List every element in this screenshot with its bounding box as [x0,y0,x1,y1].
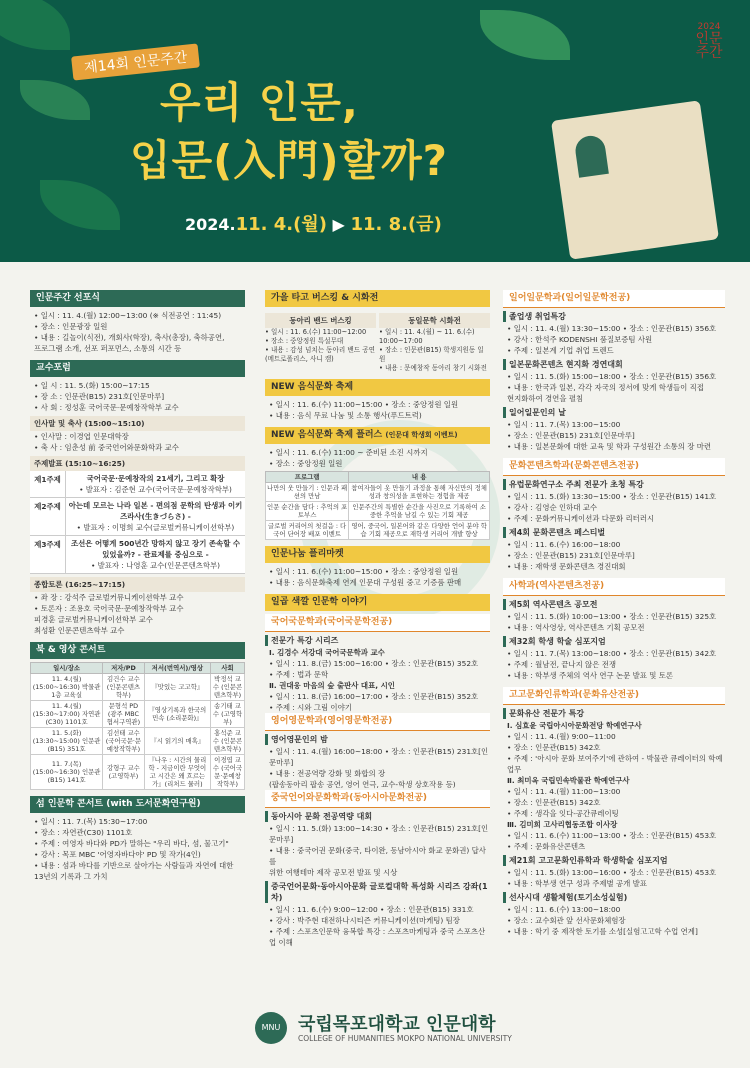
info-line: • 주제 : 문화유산콘텐츠 [507,842,586,851]
program-title: 일어일문인의 날 [503,407,725,418]
table-cell: 11. 5.(화) (13:30~15:00) 인문관(B15) 351호 [31,728,103,755]
info-line: • 일시 : 11. 6.(수) 9:00~12:00 • 장소 : 인문관(B15) 331호 [269,905,474,914]
topic-presenter: • 발표자 : 나영훈 교수(인문콘텐츠학부) [90,561,221,570]
program-lines [503,419,725,452]
poem-head: 동일문학 시화전 [379,313,490,328]
lecturer-name: Ⅱ. 권대웅 마음의 숲 출판사 대표, 시인 [269,681,395,690]
info-line: • 내용 : 길놀이(식전), 개회사(학장), 축사(총장), 축하공연, [34,333,225,342]
section-lines [30,310,245,354]
table-cell: 영어, 중국어, 일본어와 같은 다양한 언어 분야 학습 기회 제공으로 재학생 커리어 개발 향상 [349,521,490,540]
food-plus-title: NEW 음식문화 축제 플러스 [271,430,383,440]
table-cell: 강형구 교수 (고영학부) [103,755,144,790]
college-name-english: COLLEGE OF HUMANITIES MOKPO NATIONAL UNIVERSITY [298,1034,512,1043]
info-line: • 주제 : 시와 그림 이야기 [269,703,352,712]
section-flea-market [265,546,490,588]
info-line: (팝송동아리 팝송 공연, 영어 연극, 교수-학생 상호작용 등) [269,780,456,789]
info-line: • 일시 : 11. 7.(목) 13:00~18:00 • 장소 : 인문관(B15) 342호 [507,649,717,658]
info-line: • 일시 : 11. 4.(월) 11:00~13:00 [507,787,621,796]
food-plus-badge: (인문대 학생회 이벤트) [385,431,458,439]
info-line: • 일시 : 11. 6.(수) 13:00~18:00 [507,905,621,914]
section-lines [265,447,490,469]
section-title: 북 & 영상 콘서트 [30,642,245,659]
info-line: • 일시 : 11. 5.(화) 13:00~14:30 • 장소 : 인문관(B15) 231호[인문마루] [269,824,489,844]
section-lines [265,566,490,588]
topic-row [30,471,245,498]
info-line: • 일시 : 11. 8.(금) 16:00~17:00 • 장소 : 인문관(B15) 352호 [269,692,479,701]
column-header: 프로그램 [266,472,349,483]
topic-content [66,498,245,535]
info-line: • 장 소 : 인문관(B15) 231호[인문마루] [34,392,165,401]
sub-heading [30,577,245,592]
topic-presenter: • 발표자 : 이명희 교수(글로벌커뮤니케이션학부) [76,523,235,532]
table-cell: 박정석 교수 (인문콘텐츠학부) [211,674,245,701]
lecturer-name: Ⅱ. 최미옥 국립민속박물관 학예연구사 [507,776,630,785]
leaf-decoration [480,10,570,60]
dept-section [503,687,725,937]
section-busking [265,290,490,373]
info-line: • 내용 : 학부생 연구 성과 주제별 공개 발표 [507,879,647,888]
info-line: • 일시 : 11. 4.(월) 9:00~11:00 [507,732,616,741]
busking-lines [265,328,376,364]
dept-section [503,458,725,572]
info-line: • 장소 : 중앙정원 일원 [269,459,343,468]
program-title: 문화유산 전문가 특강 [503,708,725,719]
info-line: • 주제 : 법과 문학 [269,670,329,679]
section-faculty-forum [30,360,245,636]
program-title: 졸업생 취업특강 [503,311,725,322]
info-line: • 일시 : 11. 8.(금) 15:00~16:00 • 장소 : 인문관(B15) 352호 [269,659,479,668]
section-title: NEW 음식문화 축제 [265,379,490,396]
info-line: • 내용 : 학기 중 제작한 토기를 소성[실험고고학 수업 연계] [507,927,698,936]
table-row [31,674,245,701]
table-row [31,755,245,790]
section-lines [30,380,245,413]
info-line: • 일시 : 11. 6.(수) 11:00 ~ 준비된 소진 시까지 [269,448,428,457]
info-line: • 장소 : 인문광장 일원 [34,322,108,331]
leaf-decoration [40,180,120,230]
info-line: • 내용 : 일본문화에 대한 교육 및 학과 구성원간 소통의 장 마련 [507,442,712,451]
section-book-concert [30,642,245,790]
info-line: • 장소 : 인문관(B15) 231호[인문마루] [507,431,635,440]
topic-presenter: • 발표자 : 김준현 교수(국어국문·문예창작학부) [79,485,232,494]
info-line: • 주제 : 일본계 기업 취업 트렌드 [507,346,614,355]
program-title: 제21회 고고문화인류학과 학생학술 심포지엄 [503,855,725,866]
program-title: 전문가 특강 시리즈 [265,635,490,646]
section-food-plus [265,427,490,540]
section-food-festival [265,379,490,421]
section-title: 교수포럼 [30,360,245,377]
table-cell: 『시 읽기의 매혹』 [144,728,210,755]
dept-title: 일어일문학과(일어일문학전공) [503,290,725,308]
info-line: • 주제 : 여영자 바다와 PD가 말하는 "우리 바다, 섬, 물고기" [34,839,229,848]
program-lines [503,323,725,356]
table-cell: 『나우 : 시간의 물리학 - 지금이란 무엇이고 시간은 왜 흐르는가』(리처드 뮬러) [144,755,210,790]
program-title: 일본문화콘텐츠 현지화 경연대회 [503,359,725,370]
info-line: • 내용 : 음식 무료 나눔 및 소통 행사(푸드트럭) [269,411,422,420]
info-line: • 일시 : 11. 5.(화) 13:30~15:00 • 장소 : 인문관(B15) 141호 [507,492,717,501]
info-line: • 주제 : 스포츠인문학 융복합 특강 : 스포츠마케팅과 중국 스포츠산업 이해 [269,927,486,947]
section-title: 인문나눔 플리마켓 [265,546,490,563]
lecturer-name: Ⅰ. 심효윤 국립아시아문화전당 학예연구사 [507,721,642,730]
info-line: • 일시 : 11. 4.(월) 12:00~13:00 (※ 식전공연 : 11:45) [34,311,222,320]
dept-korean: 국어국문학과(국어국문학전공) [265,614,490,632]
column-header: 내 용 [349,472,490,483]
hero-banner [0,0,750,262]
greeting-title: 인사말 및 축사 [34,419,82,428]
section-lines [30,816,245,882]
info-line: 최성환 인문콘텐츠학부 교수 [34,626,125,635]
program-title: 제4회 문화콘텐츠 페스티벌 [503,527,725,538]
info-line: • 좌 장 : 강석주 글로벌커뮤니케이션학부 교수 [34,593,184,602]
sub-heading [30,416,245,431]
greeting-lines [30,431,245,453]
topic-row [30,498,245,536]
date-end: 11. 8.(금) [350,214,442,235]
info-line: • 내용 : 음식문화축제 연계 인문대 구성원 중고 기증품 판매 [269,578,462,587]
dept-title: 문화콘텐츠학과(문화콘텐츠전공) [503,458,725,476]
topic-list [30,471,245,574]
info-line: • 주제 : 생각을 잇다-공간큐레이팅 [507,809,619,818]
section-lines [265,399,490,421]
book-illustration [551,100,719,260]
event-badge: 제14회 인문주간 [71,43,200,80]
info-line: • 일시 : 11. 7.(목) 13:00~15:00 [507,420,621,429]
busking-box [265,310,376,373]
section-title: 섬 인문학 콘서트 (with 도서문화연구원) [30,796,245,813]
program-title: 제32회 학생 학술 심포지엄 [503,636,725,647]
program-lines [503,720,725,852]
section-title: 가을 타고 버스킹 & 시화전 [265,290,490,307]
info-line: • 강사 : 김영순 인하대 교수 [507,503,597,512]
section-seven-colors [265,594,490,948]
book-concert-table [30,662,245,790]
lecture-list [265,647,490,713]
column-right [503,290,725,943]
lecturer-name: Ⅰ. 김경수 서강대 국어국문학과 교수 [269,648,385,657]
table-cell: 홍석준 교수 (인문콘텐츠학부) [211,728,245,755]
busking-head: 동아리 밴드 버스킹 [265,313,376,328]
table-row [31,701,245,728]
info-line: • 주제 : 문화커뮤니케이션과 다문화 리터러시 [507,514,655,523]
table-cell: 김선태 교수 (국어국문·문예창작학부) [103,728,144,755]
section-title [265,427,490,444]
program-lines [265,904,490,948]
table-cell: 11. 4.(월) (15:30~17:00) 자연관(C30) 1101호 [31,701,103,728]
info-line: • 내용 : 중국어권 문화(중국, 타이완, 동남아시아 화교 문화권) 답사를 [269,846,486,866]
info-line: • 장소 : 교수회관 앞 선사문화체험장 [507,916,626,925]
university-emblem: MNU [255,1012,287,1044]
info-line: • 일시 : 11. 6.(수) 11:00~15:00 • 장소 : 중앙정원 일원 [269,400,459,409]
table-cell: 11. 7.(목) (15:00~16:30) 인문관(B15) 141호 [31,755,103,790]
table-cell: 『맛있는 고고학』 [144,674,210,701]
humanities-week-logo [690,22,728,74]
table-header-row [266,472,490,483]
dept-english: 영어영문학과(영어영문학전공) [265,713,490,731]
poem-box [379,310,490,373]
program-title: 동아시아 문화 전공역량 대회 [265,811,490,822]
dept-section [503,578,725,681]
info-line: • 일시 : 11. 6.(수) 11:00~13:00 • 장소 : 인문관(B15) 453호 [507,831,717,840]
column-header: 저서(번역서)/영상 [144,663,210,674]
info-line: 현지화하여 경연을 펼침 [507,394,584,403]
info-line: • 내용 : 학부생 주체의 역사 연구 논문 발표 및 토론 [507,671,673,680]
info-line: • 일시 : 11. 4.(월) 13:30~15:00 • 장소 : 인문관(B15) 356호 [507,324,717,333]
busking-pair [265,310,490,373]
info-line: • 강사 : 한석주 KODENSHI 품질보증팀 사원 [507,335,653,344]
program-title: 영어영문인의 밤 [265,734,490,745]
food-plus-table [265,471,490,540]
column-middle [265,290,490,954]
info-line: • 장소 : 인문관(B15) 231호[인문마루] [507,551,635,560]
dept-chinese: 중국언어와문화학과(동아시아문화전공) [265,790,490,808]
college-name: 국립목포대학교 인문대학 [298,1014,496,1035]
program-lines [503,648,725,681]
topic-title: 아는데 모르는 나라 일본 - 편의점 문학의 탄생과 이키즈라사(生きづらさ) - [68,501,243,521]
logo-year: 2024 [697,22,721,32]
info-line: • 인사말 : 이경엽 인문대학장 [34,432,129,441]
info-line: • 사 회 : 정성훈 국어국문·문예창작학부 교수 [34,403,179,412]
table-cell: 송기태 교수 (고영학부) [211,701,245,728]
program-lines [503,491,725,524]
topic-label: 제3주제 [30,536,66,573]
section-title: 일곱 색깔 인문학 이야기 [265,594,490,611]
leaf-decoration [0,0,70,50]
footer [0,1000,750,1068]
topic-label: 제1주제 [30,471,66,497]
sub-heading [30,456,245,471]
program-title: 제5회 역사콘텐츠 공모전 [503,599,725,610]
info-line: • 주제 : '아시아 문화 보여주기'에 관하여 - 박물관 큐레이터의 학예 업무 [507,754,723,774]
info-line: • 일시 : 11. 7.(목) 15:30~17:00 [34,817,148,826]
date-start: 11. 4.(월) [235,214,327,235]
table-row [266,483,490,502]
topic-title: 주제발표 [34,459,63,468]
table-cell: 글로벌 커리어의 첫걸음 : 다국어 단어장 배포 이벤트 [266,521,349,540]
info-line: • 일시 : 11. 6.(수) 11:00~15:00 • 장소 : 중앙정원 일원 [269,567,459,576]
info-line: • 일시 : 11. 6.(수) 16:00~18:00 [507,540,621,549]
info-line: • 축 사 : 임춘성 前 중국언어와문화학과 교수 [34,443,179,452]
topic-content [66,536,245,573]
info-line: • 내용 : 섬과 바다를 기반으로 살아가는 사람들과 자연에 대한 [34,861,234,870]
info-line: • 내용 : 역사영상, 역사콘텐츠 기획 공모전 [507,623,645,632]
greeting-time: (15:00~15:10) [84,419,145,428]
program-lines [265,823,490,878]
info-line: • 장소 : 인문관(B15) 학생지원동 일원 [379,346,484,363]
arrow-icon: ▶ [332,215,345,234]
main-title-line2: 입문(入門)할까? [130,136,449,185]
info-line: 위한 여행테마 제작 공모전 발표 및 시상 [269,868,398,877]
discussion-lines [30,592,245,636]
info-line: • 토론자 : 조용호 국어국문·문예창작학부 교수 [34,604,184,613]
topic-label: 제2주제 [30,498,66,535]
column-left [30,290,245,888]
info-line: • 장소 : 중앙정원 특설무대 [265,337,344,345]
date-year: 2024. [185,215,236,234]
column-header: 저자/PD [103,663,144,674]
info-line: • 일 시 : 11. 5.(화) 15:00~17:15 [34,381,150,390]
event-dates [185,210,442,236]
table-cell: 이경엽 교수 (국어국문·문예창작학부) [211,755,245,790]
info-line: • 내용 : 감성 넘치는 동아리 밴드 공연 (메트로폴리스, 사니 캠) [265,346,375,363]
program-title: 선사시대 생활체험(토기소성실험) [503,892,725,903]
info-line: • 장소 : 자연관(C30) 1101호 [34,828,133,837]
program-lines [503,371,725,404]
program-title: 중국언어문화·동아시아문화 글로컬대학 특성화 시리즈 강좌(1차) [265,881,490,903]
table-header-row [31,663,245,674]
table-cell: 11. 4.(월) (15:00~16:30) 박물관 1층 교육실 [31,674,103,701]
table-cell: 참여자들이 옷 만들기 과정을 통해 자신만의 정체성과 창의성을 표현하는 경험을 제공 [349,483,490,502]
discussion-time: (16:25~17:15) [65,580,126,589]
section-proclamation [30,290,245,354]
section-island-concert [30,796,245,882]
dept-title: 사학과(역사콘텐츠전공) [503,578,725,596]
info-line: • 일시 : 11. 6.(수) 11:00~12:00 [265,328,367,336]
table-cell: 나만의 웃 만들기 : 인문과 패션의 만남 [267,484,348,500]
info-line: 프로그램 소개, 선포 퍼포먼스, 소통의 시간 등 [34,344,182,353]
topic-row [30,536,245,574]
info-line: • 일시 : 11. 5.(화) 15:00~18:00 • 장소 : 인문관(B15) 356호 [507,372,717,381]
program-lines [503,539,725,572]
poem-lines [379,328,490,373]
info-line: • 강사 : 목포 MBC '어영자바다야' PD 및 작가(4인) [34,850,201,859]
info-line: • 장소 : 인문관(B15) 342호 [507,798,601,807]
table-cell: 인문주간의 특별한 순간을 사진으로 기록하여 소중한 추억을 남길 수 있는 기회 제공 [349,502,490,521]
section-title: 인문주간 선포식 [30,290,245,307]
topic-title: 국어국문·문예창작의 21세기, 그리고 확장 [86,474,225,483]
main-title-line1: 우리 인문, [160,78,359,127]
column-header: 일시/장소 [31,663,103,674]
table-row [266,521,490,540]
info-line: • 내용 : 재학생 문화콘텐츠 경진대회 [507,562,626,571]
table-cell: 김건수 교수 (인문콘텐츠학부) [103,674,144,701]
info-line: • 주제 : 월남전, 끝나지 않은 전쟁 [507,660,616,669]
topic-content [66,471,245,497]
program-lines [503,867,725,889]
program-lines [265,746,490,790]
program-title: 유럽문화연구소 주최 전문가 초청 특강 [503,479,725,490]
lecturer-name: Ⅲ. 김미희 고사리협동조합 이사장 [507,820,618,829]
info-line: • 내용 : 문예창작 동아리 창기 시화전 [379,364,487,372]
info-line: 13년의 기록과 그 가치 [34,872,108,881]
topic-time: (15:10~16:25) [65,459,126,468]
info-line: • 일시 : 11. 4.(월) 16:00~18:00 • 장소 : 인문관(B15) 231호[인문마루] [269,747,489,767]
table-cell: 『영상기록과 한국의 민속 (소리문화)』 [144,701,210,728]
column-header: 사회 [211,663,245,674]
info-line: • 내용 : 전공역량 강화 및 화합의 장 [269,769,386,778]
table-row [31,728,245,755]
info-line: • 내용 : 한국과 일본, 각각 자국의 정서에 맞게 학생들이 직접 [507,383,704,392]
info-line: • 일시 : 11. 4.(월) ~ 11. 6.(수) 10:00~17:00 [379,328,475,345]
leaf-decoration [20,80,90,120]
table-row [266,502,490,521]
discussion-title: 종합토론 [34,580,63,589]
program-lines [503,904,725,937]
dept-title: 고고문화인류학과(문화유산전공) [503,687,725,705]
info-line: 피경훈 글로벌커뮤니케이션학부 교수 [34,615,153,624]
info-line: • 일시 : 11. 5.(화) 10:00~13:00 • 장소 : 인문관(B15) 325호 [507,612,717,621]
dept-section [503,290,725,452]
logo-text: 인문주간 [695,31,723,61]
table-cell: 인문 순간을 담다 : 추억의 포토부스 [267,503,348,519]
info-line: • 일시 : 11. 5.(화) 13:00~16:00 • 장소 : 인문관(B15) 453호 [507,868,717,877]
program-lines [503,611,725,633]
info-line: • 장소 : 인문관(B15) 342호 [507,743,601,752]
info-line: • 강사 : 박주현 대전하나시티즌 커뮤니케이션(마케팅) 팀장 [269,916,460,925]
table-cell: 문형석 PD (광주 MBC 협서구역관) [103,701,144,728]
topic-title: 조선은 어떻게 500년간 망하지 않고 장기 존속할 수 있었을까? - 관료제를 중심으로 - [70,539,241,559]
